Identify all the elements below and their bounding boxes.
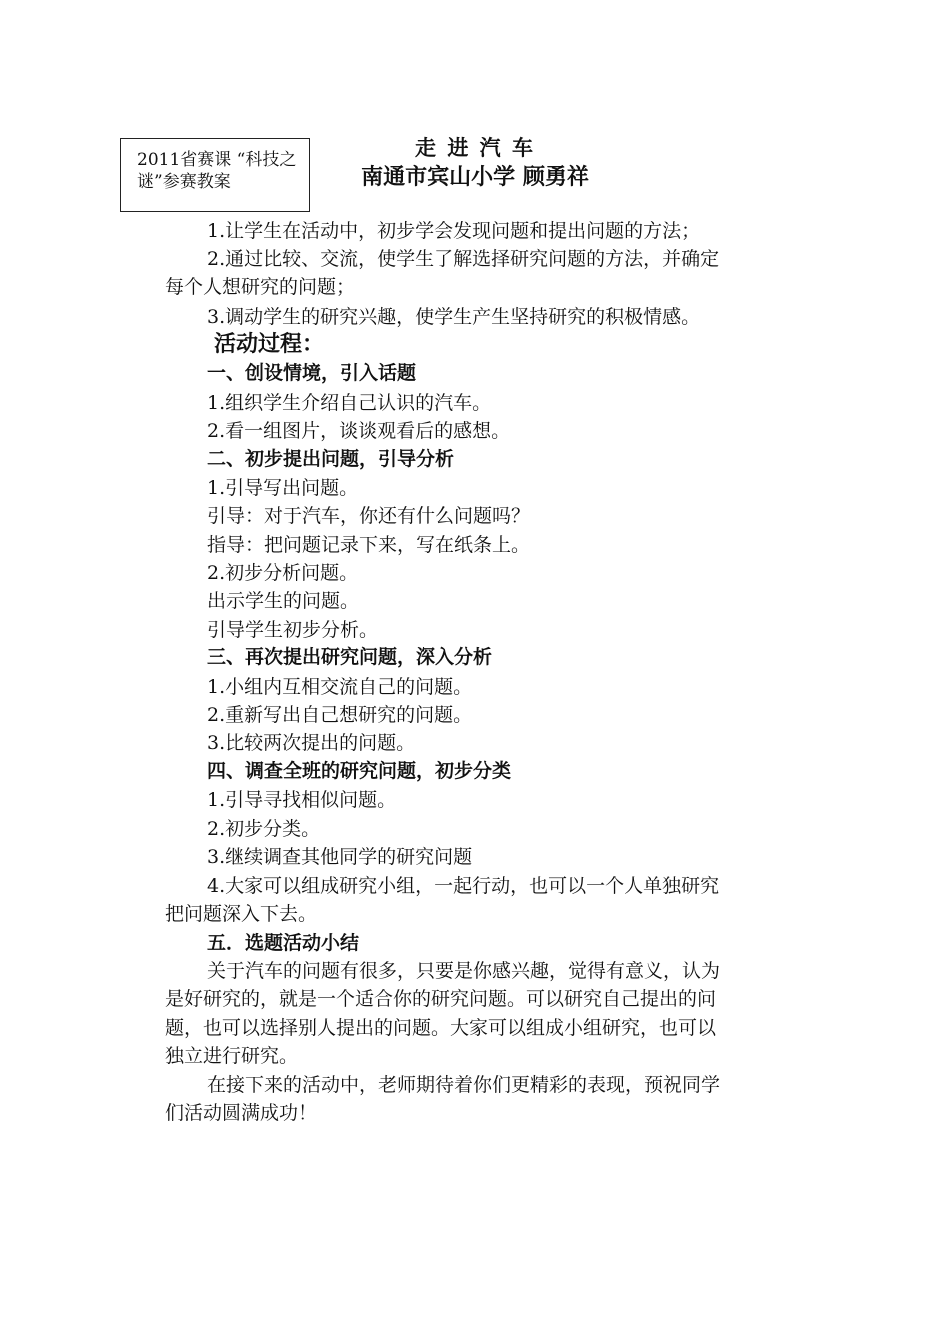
process-heading: 活动过程：: [214, 332, 325, 357]
list-item: 4.大家可以组成研究小组，一起行动，也可以一个人单独研究: [207, 875, 720, 897]
list-item: 1.小组内互相交流自己的问题。: [207, 676, 473, 698]
document-subtitle: 南通市宾山小学 顾勇祥: [361, 165, 589, 190]
section-heading: 三、再次提出研究问题，深入分析: [207, 646, 493, 668]
list-item: 出示学生的问题。: [207, 590, 360, 612]
section-heading: 二、初步提出问题，引导分析: [207, 448, 455, 470]
paragraph-line: 是好研究的，就是一个适合你的研究问题。可以研究自己提出的问: [165, 988, 717, 1010]
paragraph-line: 们活动圆满成功！: [165, 1102, 318, 1124]
list-item: 2.初步分析问题。: [207, 562, 359, 584]
document-title: 走 进 汽 车: [415, 136, 535, 160]
list-item: 3.继续调查其他同学的研究问题: [207, 846, 473, 868]
paragraph-line: 在接下来的活动中，老师期待着你们更精彩的表现，预祝同学: [207, 1074, 721, 1096]
paragraph-line: 关于汽车的问题有很多，只要是你感兴趣，觉得有意义，认为: [207, 960, 721, 982]
list-item: 1.引导寻找相似问题。: [207, 789, 397, 811]
list-item: 2.初步分类。: [207, 818, 321, 840]
list-item: 把问题深入下去。: [165, 903, 318, 925]
section-heading: 一、创设情境，引入话题: [207, 362, 417, 384]
lesson-label-box: [120, 138, 310, 212]
list-item: 指导：把问题记录下来，写在纸条上。: [207, 534, 531, 556]
section-heading: 四、调查全班的研究问题，初步分类: [207, 760, 512, 782]
goal-line: 3.调动学生的研究兴趣，使学生产生坚持研究的积极情感。: [207, 306, 701, 328]
list-item: 1.组织学生介绍自己认识的汽车。: [207, 392, 492, 414]
list-item: 2.看一组图片，谈谈观看后的感想。: [207, 420, 511, 442]
section-heading: 五．选题活动小结: [207, 932, 360, 954]
list-item: 3.比较两次提出的问题。: [207, 732, 416, 754]
paragraph-line: 题，也可以选择别人提出的问题。大家可以组成小组研究，也可以: [165, 1017, 717, 1039]
paragraph-line: 独立进行研究。: [165, 1045, 299, 1067]
list-item: 引导学生初步分析。: [207, 619, 379, 641]
goal-line: 每个人想研究的问题；: [165, 276, 356, 298]
goal-line: 1.让学生在活动中，初步学会发现问题和提出问题的方法；: [207, 220, 701, 242]
list-item: 1.引导写出问题。: [207, 477, 359, 499]
lesson-label: 2011省赛课 “科技之谜”参赛教案: [137, 150, 297, 192]
list-item: 引导：对于汽车，你还有什么问题吗？: [207, 505, 531, 527]
list-item: 2.重新写出自己想研究的问题。: [207, 704, 473, 726]
goal-line: 2.通过比较、交流，使学生了解选择研究问题的方法，并确定: [207, 248, 720, 270]
